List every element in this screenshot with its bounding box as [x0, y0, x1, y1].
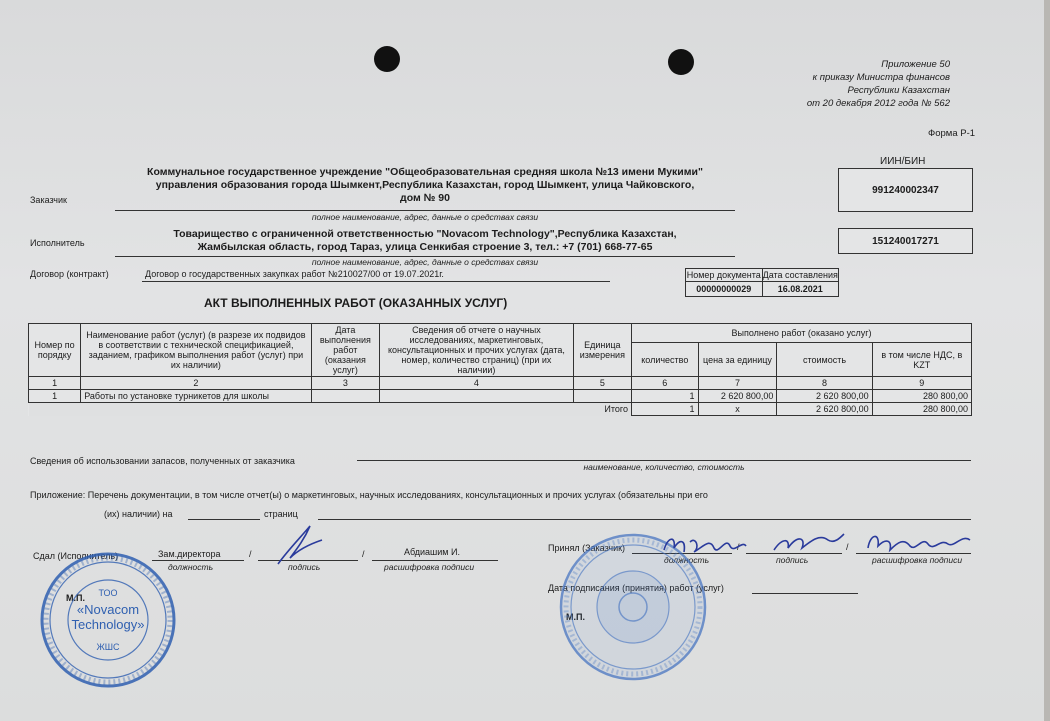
total-qty: 1: [632, 403, 699, 416]
table-row: [29, 390, 972, 403]
appendix-line3: Республики Казахстан: [847, 85, 950, 96]
executor-name-line2: Жамбылская область, город Тараз, улица Сенкибая строение 3, тел.: +7 (701) 668-77-65: [197, 241, 653, 253]
th-price: цена за единицу: [698, 343, 777, 377]
row-price: 2 620 800,00: [698, 390, 777, 403]
punch-hole-left: [374, 46, 400, 72]
th-vat: в том числе НДС, в KZT: [872, 343, 971, 377]
form-label: Форма Р-1: [928, 128, 976, 139]
accepted-date-line: [752, 593, 858, 594]
row-name: Работы по установке турникетов для школы: [81, 390, 311, 403]
col-number: 9: [872, 377, 971, 390]
iin-bin-label: ИИН/БИН: [880, 156, 926, 167]
row-unit: [573, 390, 631, 403]
executor-name: [115, 228, 735, 254]
handed-cap-position: должность: [168, 562, 214, 572]
handed-name-line: [372, 560, 498, 561]
col-number: 1: [29, 377, 81, 390]
handed-cap-decode: расшифровка подписи: [384, 562, 475, 572]
works-table: [28, 323, 972, 416]
customer-name-handwriting: [862, 524, 974, 560]
accepted-date-label: Дата подписания (принятия) работ (услуг): [548, 583, 724, 593]
accepted-label: Принял (Заказчик): [548, 543, 626, 553]
handed-mp: М.П.: [66, 593, 85, 603]
stamp-bottom: ЖШС: [96, 642, 120, 652]
total-price: x: [698, 403, 777, 416]
total-cost: 2 620 800,00: [777, 403, 872, 416]
handed-position: Зам.директора: [158, 549, 221, 559]
doc-date-label: Дата составления: [762, 270, 838, 280]
accepted-cap-sign: подпись: [776, 555, 809, 565]
customer-caption: полное наименование, адрес, данные о средствах связи: [311, 212, 539, 222]
attachment-text2: (их) наличии) на: [104, 509, 173, 519]
punch-hole-right: [668, 49, 694, 75]
contract-value: Договор о государственных закупках работ №210027/00 от 19.07.2021г.: [145, 269, 444, 279]
stamp-center: [38, 602, 178, 632]
stock-caption: наименование, количество, стоимость: [583, 462, 745, 472]
row-vat: 280 800,00: [872, 390, 971, 403]
separator: /: [362, 549, 365, 559]
executor-name-line1: Товарищество с ограниченной ответственностью "Novacom Technology",Республика Казахстан,: [173, 228, 677, 240]
customer-name-line2: управления образования города Шымкент,Республика Казахстан, город Шымкент, улица Чайковского,: [155, 179, 695, 191]
stamp-line2: Technology»: [71, 617, 145, 632]
executor-caption: полное наименование, адрес, данные о средствах связи: [311, 257, 539, 267]
customer-underline: [115, 210, 735, 211]
th-date: Дата выполнения работ (оказания услуг): [311, 324, 380, 377]
appendix-note: [807, 58, 950, 110]
accepted-mp: М.П.: [566, 612, 585, 622]
accepted-cap-position: должность: [664, 555, 710, 565]
executor-bin-box: 151240017271: [838, 228, 973, 254]
th-unit: Единица измерения: [573, 324, 631, 377]
separator: /: [249, 549, 252, 559]
customer-signature: [768, 524, 848, 560]
col-number: 5: [573, 377, 631, 390]
row-date: [311, 390, 380, 403]
customer-name-line3: дом № 90: [400, 192, 450, 204]
appendix-line4: от 20 декабря 2012 года № 562: [806, 98, 950, 109]
stamp-line1: «Novacom: [76, 602, 140, 617]
col-number: 6: [632, 377, 699, 390]
th-cost: стоимость: [777, 343, 872, 377]
row-qty: 1: [632, 390, 699, 403]
customer-name: [115, 166, 735, 205]
th-num: Номер по порядку: [29, 324, 81, 377]
attachment-pages: страниц: [264, 509, 298, 519]
attachment-text: Приложение: Перечень документации, в том числе отчет(ы) о маркетинговых, научных исследованиях, консультационных и прочих услугах (обязательны при его: [30, 490, 708, 500]
doc-number: 00000000029: [685, 282, 763, 297]
th-qty: количество: [632, 343, 699, 377]
th-report: Сведения об отчете о научных исследованиях, маркетинговых, консультационных и прочих услугах (дата, номер, количество страниц) (при их наличии): [380, 324, 574, 377]
customer-name-line1: Коммунальное государственное учреждение "Общеобразовательная средняя школа №13 имени Мукими": [147, 166, 703, 178]
customer-label: Заказчик: [30, 195, 67, 205]
contract-underline: [142, 281, 610, 282]
column-number-row: [29, 377, 972, 390]
doc-date: 16.08.2021: [763, 282, 840, 297]
stamp-top: ТОО: [98, 588, 118, 598]
total-vat: 280 800,00: [872, 403, 971, 416]
col-number: 8: [777, 377, 872, 390]
col-number: 4: [380, 377, 574, 390]
contract-label: Договор (контракт): [30, 269, 109, 279]
col-number: 2: [81, 377, 311, 390]
col-number: 3: [311, 377, 380, 390]
executor-signature: [270, 520, 330, 570]
th-done: Выполнено работ (оказано услуг): [632, 324, 972, 343]
col-number: 7: [698, 377, 777, 390]
document-title: АКТ ВЫПОЛНЕННЫХ РАБОТ (ОКАЗАННЫХ УСЛУГ): [204, 296, 508, 310]
attachment-underline: [318, 519, 971, 520]
executor-stamp: [38, 550, 178, 690]
doc-box: [685, 268, 839, 297]
handed-cap-sign: подпись: [288, 562, 321, 572]
page-edge: [1044, 0, 1050, 721]
handed-name: Абдиашим И.: [404, 547, 460, 557]
customer-bin-box: 991240002347: [838, 168, 973, 212]
row-num: 1: [29, 390, 81, 403]
customer-position-handwriting: [660, 528, 750, 562]
accepted-cap-decode: расшифровка подписи: [872, 555, 963, 565]
th-name: Наименование работ (услуг) (в разрезе их подвидов в соответствии с технической спецификацией, заданием, графиком выполнения работ (услуг) при их наличии): [81, 324, 311, 377]
total-row: [29, 403, 972, 416]
stock-underline: [357, 460, 971, 461]
separator: /: [737, 542, 740, 552]
executor-label: Исполнитель: [30, 238, 85, 248]
separator: /: [846, 542, 849, 552]
handed-label: Сдал (Исполнитель): [33, 551, 119, 561]
stock-label: Сведения об использовании запасов, полученных от заказчика: [30, 456, 295, 466]
attachment-pages-line: [188, 519, 260, 520]
appendix-line2: к приказу Министра финансов: [812, 72, 950, 83]
appendix-line1: Приложение 50: [881, 59, 950, 70]
row-report: [380, 390, 574, 403]
total-label: Итого: [29, 403, 632, 416]
doc-number-label: Номер документа: [686, 270, 761, 280]
row-cost: 2 620 800,00: [777, 390, 872, 403]
